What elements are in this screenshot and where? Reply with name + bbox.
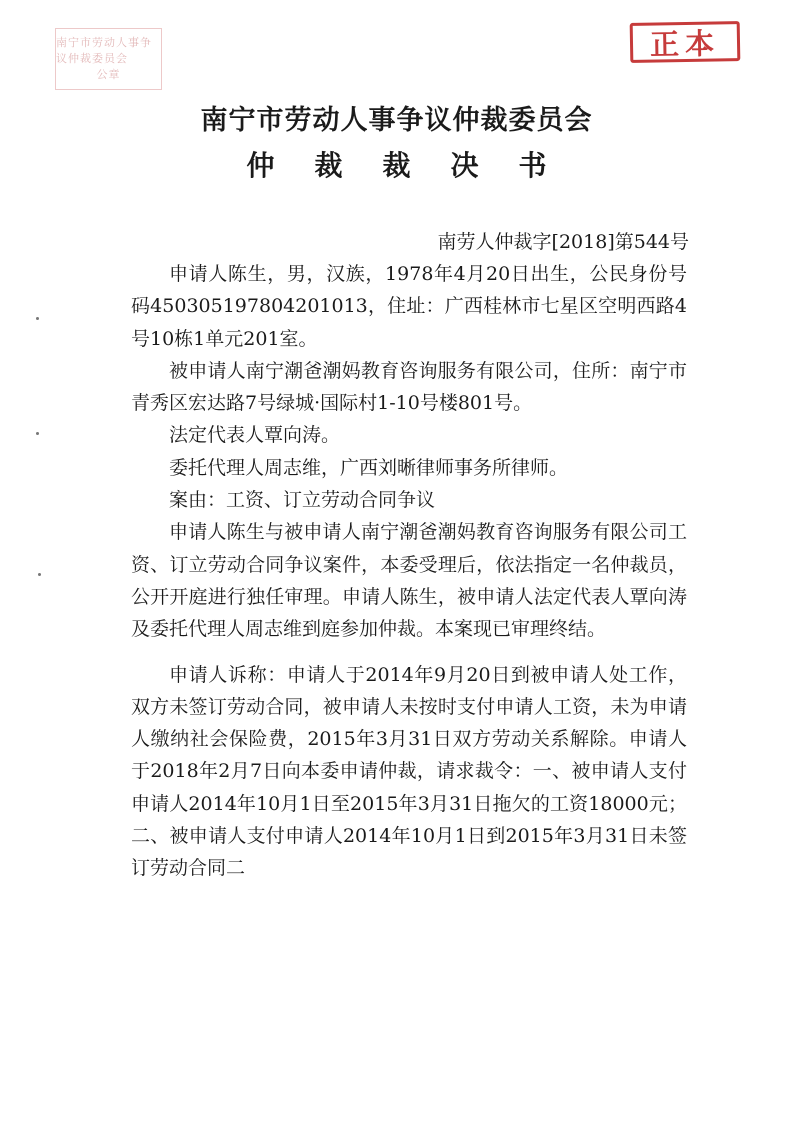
scan-speck [36, 432, 39, 435]
scan-speck [36, 317, 39, 320]
case-number: 南劳人仲裁字[2018]第544号 [437, 231, 689, 253]
agent-paragraph: 委托代理人周志维，广西刘晰律师事务所律师。 [169, 456, 569, 479]
original-copy-stamp: 正本 [630, 21, 741, 63]
claim-paragraph: 申请人诉称：申请人于2014年9月20日到被申请人处工作，双方未签订劳动合同，被申请人未按时支付申请人工资，未为申请人缴纳社会保险费，2015年3月31日双方劳动关系解除。申请人于2018年2月7日向本委申请仲裁，请求裁令：一、被申请人支付申请人2014年10月1日至2015年3月31日拖欠的工资18000元；二、被申请人支付申请人2014年10月1日到2015年3月31日未签订劳动合同二 [131, 663, 687, 880]
case-cause-paragraph: 案由：工资、订立劳动合同争议 [169, 489, 436, 512]
seal-text-line-2: 公章 [96, 68, 121, 81]
scan-speck [38, 573, 41, 576]
page-title: 南宁市劳动人事争议仲裁委员会 [200, 105, 593, 136]
respondent-paragraph: 被申请人南宁潮爸潮妈教育咨询服务有限公司，住所：南宁市青秀区宏达路7号绿城·国际村1-10号楼801号。 [131, 359, 687, 415]
document-body [131, 258, 687, 885]
applicant-paragraph: 申请人陈生，男，汉族，1978年4月20日出生，公民身份号码450305197804201013，住址：广西桂林市七星区空明西路4号10栋1单元201室。 [131, 263, 687, 350]
seal-text-line-1: 南宁市劳动人事争议仲裁委员会 [56, 36, 152, 65]
faint-seal-stamp [55, 28, 162, 90]
legal-representative-paragraph: 法定代表人覃向涛。 [169, 424, 341, 447]
document-type-title: 仲裁裁决书 [246, 149, 587, 182]
procedure-paragraph: 申请人陈生与被申请人南宁潮爸潮妈教育咨询服务有限公司工资、订立劳动合同争议案件，本委受理后，依法指定一名仲裁员，公开开庭进行独任审理。申请人陈生，被申请人法定代表人覃向涛及委托代理人周志维到庭参加仲裁。本案现已审理终结。 [131, 521, 687, 641]
